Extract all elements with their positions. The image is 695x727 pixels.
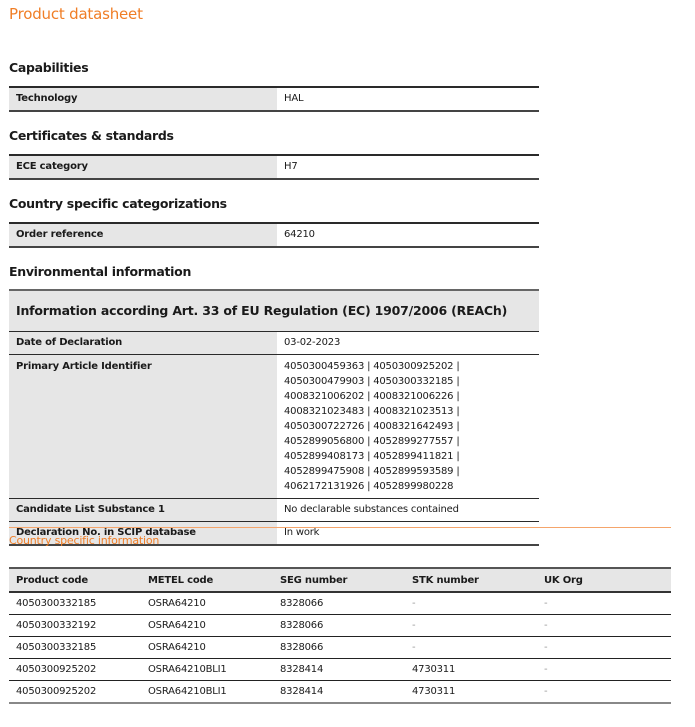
- cell: 4730311: [405, 659, 537, 681]
- cell: 4050300332192: [9, 615, 141, 637]
- cell: -: [405, 592, 537, 615]
- value-cell: HAL: [277, 87, 539, 111]
- table-row: [9, 592, 671, 615]
- cell: 8328414: [273, 659, 405, 681]
- column-header: Product code: [9, 568, 141, 592]
- value-cell: 64210: [277, 223, 539, 247]
- country-categorizations-table: [9, 222, 539, 248]
- cell: 8328066: [273, 592, 405, 615]
- cell: OSRA64210: [141, 615, 273, 637]
- reach-heading-row: [9, 290, 539, 332]
- column-header: METEL code: [141, 568, 273, 592]
- cell: OSRA64210BLI1: [141, 681, 273, 704]
- cell: OSRA64210BLI1: [141, 659, 273, 681]
- column-header: UK Org: [537, 568, 671, 592]
- section-divider: [9, 527, 671, 528]
- value-cell: No declarable substances contained: [277, 499, 539, 522]
- cell: 4050300332185: [9, 637, 141, 659]
- value-cell: In work: [277, 522, 539, 546]
- value-cell: 03-02-2023: [277, 332, 539, 355]
- cell: -: [537, 659, 671, 681]
- cell: -: [537, 592, 671, 615]
- column-header: SEG number: [273, 568, 405, 592]
- table-row: [9, 155, 539, 179]
- table-row: [9, 355, 539, 499]
- key-cell: Primary Article Identifier: [9, 355, 277, 499]
- cell: 8328066: [273, 615, 405, 637]
- environmental-heading: Environmental information: [9, 264, 192, 279]
- table-row: [9, 87, 539, 111]
- key-cell: Declaration No. in SCIP database: [9, 522, 277, 546]
- reach-heading: Information according Art. 33 of EU Regulation (EC) 1907/2006 (REACh): [9, 290, 539, 332]
- cell: 4050300925202: [9, 681, 141, 704]
- table-row: [9, 637, 671, 659]
- column-header: STK number: [405, 568, 537, 592]
- header-row: [9, 568, 671, 592]
- table-row: [9, 659, 671, 681]
- cell: 8328414: [273, 681, 405, 704]
- key-cell: Date of Declaration: [9, 332, 277, 355]
- key-cell: Technology: [9, 87, 277, 111]
- cell: -: [405, 637, 537, 659]
- page-title: Product datasheet: [9, 5, 143, 23]
- value-cell: 4050300459363 | 4050300925202 | 4050300479903 | 4050300332185 | 4008321006202 | 4008321006226 | 4008321023483 | 4008321023513 | 4050300722726 | 4008321642493 | 4052899056800 | 4052899277557 | 4052899408173 | 4052899411821 | 4052899475908 | 4052899593589 | 4062172131926 | 4052899980228: [277, 355, 539, 499]
- cell: 8328066: [273, 637, 405, 659]
- cell: -: [537, 637, 671, 659]
- certificates-table: [9, 154, 539, 180]
- cell: 4730311: [405, 681, 537, 704]
- key-cell: ECE category: [9, 155, 277, 179]
- country-categorizations-heading: Country specific categorizations: [9, 196, 227, 211]
- cell: -: [405, 615, 537, 637]
- cell: OSRA64210: [141, 592, 273, 615]
- table-row: [9, 499, 539, 522]
- cell: 4050300925202: [9, 659, 141, 681]
- key-cell: Order reference: [9, 223, 277, 247]
- country-info-heading: Country specific information: [9, 534, 160, 547]
- cell: OSRA64210: [141, 637, 273, 659]
- capabilities-table: [9, 86, 539, 112]
- capabilities-heading: Capabilities: [9, 60, 89, 75]
- table-row: [9, 681, 671, 704]
- cell: -: [537, 615, 671, 637]
- reach-table: [9, 289, 539, 546]
- cell: 4050300332185: [9, 592, 141, 615]
- certificates-heading: Certificates & standards: [9, 128, 174, 143]
- value-cell: H7: [277, 155, 539, 179]
- key-cell: Candidate List Substance 1: [9, 499, 277, 522]
- country-info-table: [9, 567, 671, 704]
- table-row: [9, 223, 539, 247]
- table-row: [9, 332, 539, 355]
- table-row: [9, 615, 671, 637]
- cell: -: [537, 681, 671, 704]
